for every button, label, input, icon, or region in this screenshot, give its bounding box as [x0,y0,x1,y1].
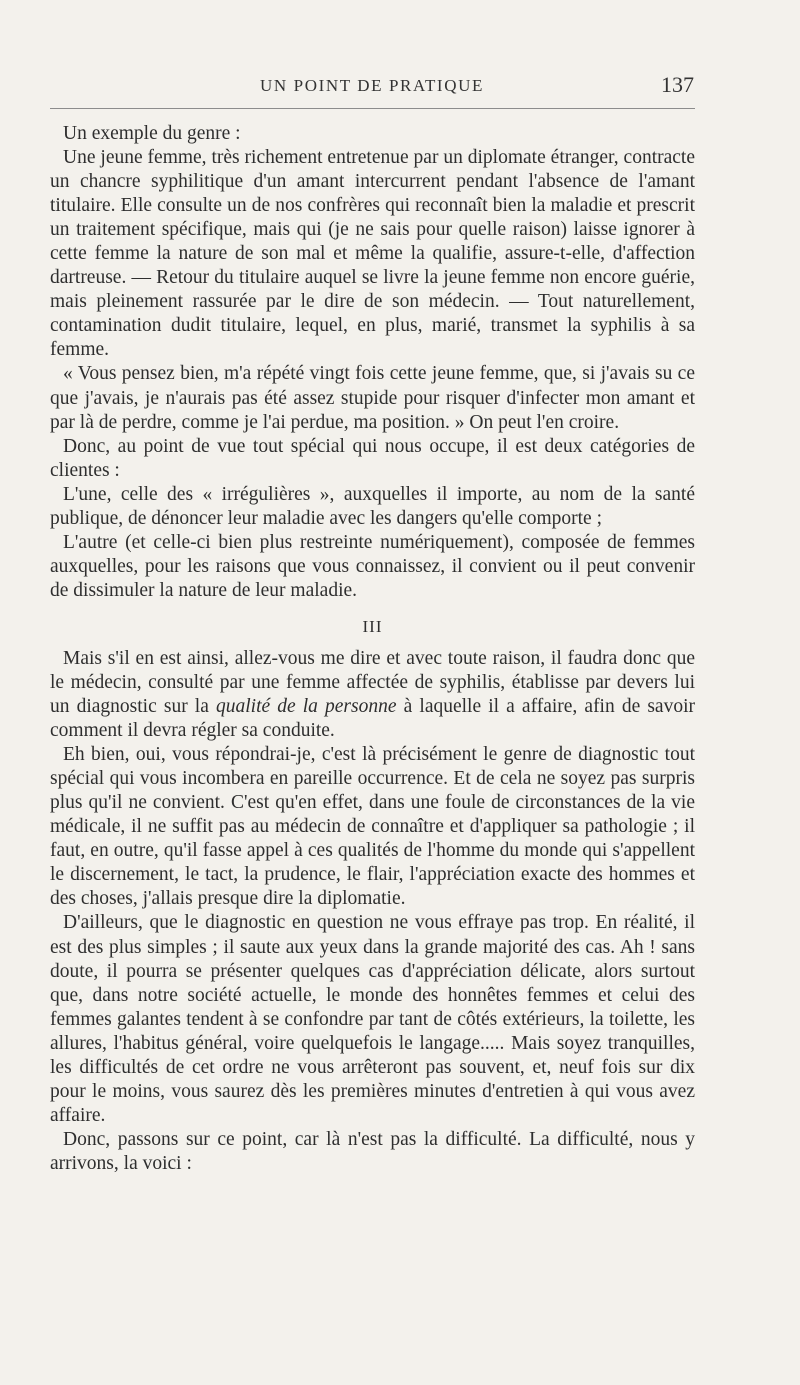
running-title: UN POINT DE PRATIQUE [260,76,484,95]
paragraph-9: D'ailleurs, que le diagnostic en question ne vous effraye pas trop. En réalité, il est des plus simples ; il saute aux yeux dans la grande majorité des cas. Ah ! sans doute, il pourra se présenter quelques cas d'appréciation délicate, alors surtout que, dans notre société actuelle, le monde des honnêtes femmes et celui des femmes galantes tendent à se confondre par tant de côtés extérieurs, la toilette, les allures, l'habitus général, voire quelquefois le langage..... Mais soyez tranquilles, les difficultés de cet ordre ne vous arrêteront pas souvent, et, neuf fois sur dix pour le moins, vous saurez dès les premières minutes d'entretien à qui vous avez affaire. [50,912,695,1126]
running-header [50,72,694,102]
header-rule [50,108,695,109]
paragraph-8: Eh bien, oui, vous répondrai-je, c'est là précisément le genre de diagnostic tout spécial qui vous incombera en pareille occurrence. Et de cela ne soyez pas surpris plus qu'il ne convient. C'est qu'en effet, dans une foule de circonstances de la vie médicale, il ne suffit pas au médecin de connaître et d'appliquer sa pathologie ; il faut, en outre, qu'il fasse appel à ces qualités de l'homme du monde qui s'appellent le discernement, le tact, la prudence, le flair, l'appréciation exacte des hommes et des choses, j'allais presque dire la diplomatie. [50,744,695,910]
paragraph-7 [50,647,695,743]
paragraph-1: Un exemple du genre : [63,123,241,144]
paragraph-10: Donc, passons sur ce point, car là n'est pas la difficulté. La difficulté, nous y arrivons, la voici : [50,1128,695,1174]
page-number: 137 [661,72,694,97]
paragraph-7-text-start: Mais s'il en est ainsi, allez-vous me dire et avec toute raison, il faudra donc que le médecin, consulté par une femme affectée de syphilis, établisse par devers lui un diagnostic sur la [50,647,695,718]
paragraph-4: Donc, au point de vue tout spécial qui nous occupe, il est deux catégories de clientes : [50,435,695,481]
section-heading: III [362,616,383,636]
paragraph-5: L'une, celle des « irrégulières », auxquelles il importe, au nom de la santé publique, de dénoncer leur maladie avec les dangers qu'elle comporte ; [50,483,695,529]
paragraph-2: Une jeune femme, très richement entretenue par un diplomate étranger, contracte un chancre syphilitique d'un amant intercurrent pendant l'absence de l'amant titulaire. Elle consulte un de nos confrères qui reconnaît bien la maladie et prescrit un traitement spécifique, mais qui (je ne sais pour quelle raison) laisse ignorer à cette femme la nature de son mal et même la qualifie, assure-t-elle, d'affection dartreuse. — Retour du titulaire auquel se livre la jeune femme non encore guérie, mais pleinement rassurée par le dire de son médecin. — Tout naturellement, contamination dudit titulaire, lequel, en plus, marié, transmet la syphilis à sa femme. [50,147,695,361]
paragraph-3: « Vous pensez bien, m'a répété vingt fois cette jeune femme, que, si j'avais su ce que j'avais, je n'aurais pas été assez stupide pour risquer d'infecter mon amant et par là de perdre, comme je l'ai perdue, ma position. » On peut l'en croire. [50,363,695,433]
paragraph-7-italic-phrase: qualité de la personne [215,696,397,718]
paragraph-7-text-end: à laquelle il a affaire, afin de savoir comment il devra régler sa conduite. [50,696,695,742]
paragraph-6: L'autre (et celle-ci bien plus restreinte numériquement), composée de femmes auxquelles, pour les raisons que vous connaissez, il convient ou il peut convenir de dissimuler la nature de leur maladie. [50,531,695,601]
body-text [50,122,695,1176]
